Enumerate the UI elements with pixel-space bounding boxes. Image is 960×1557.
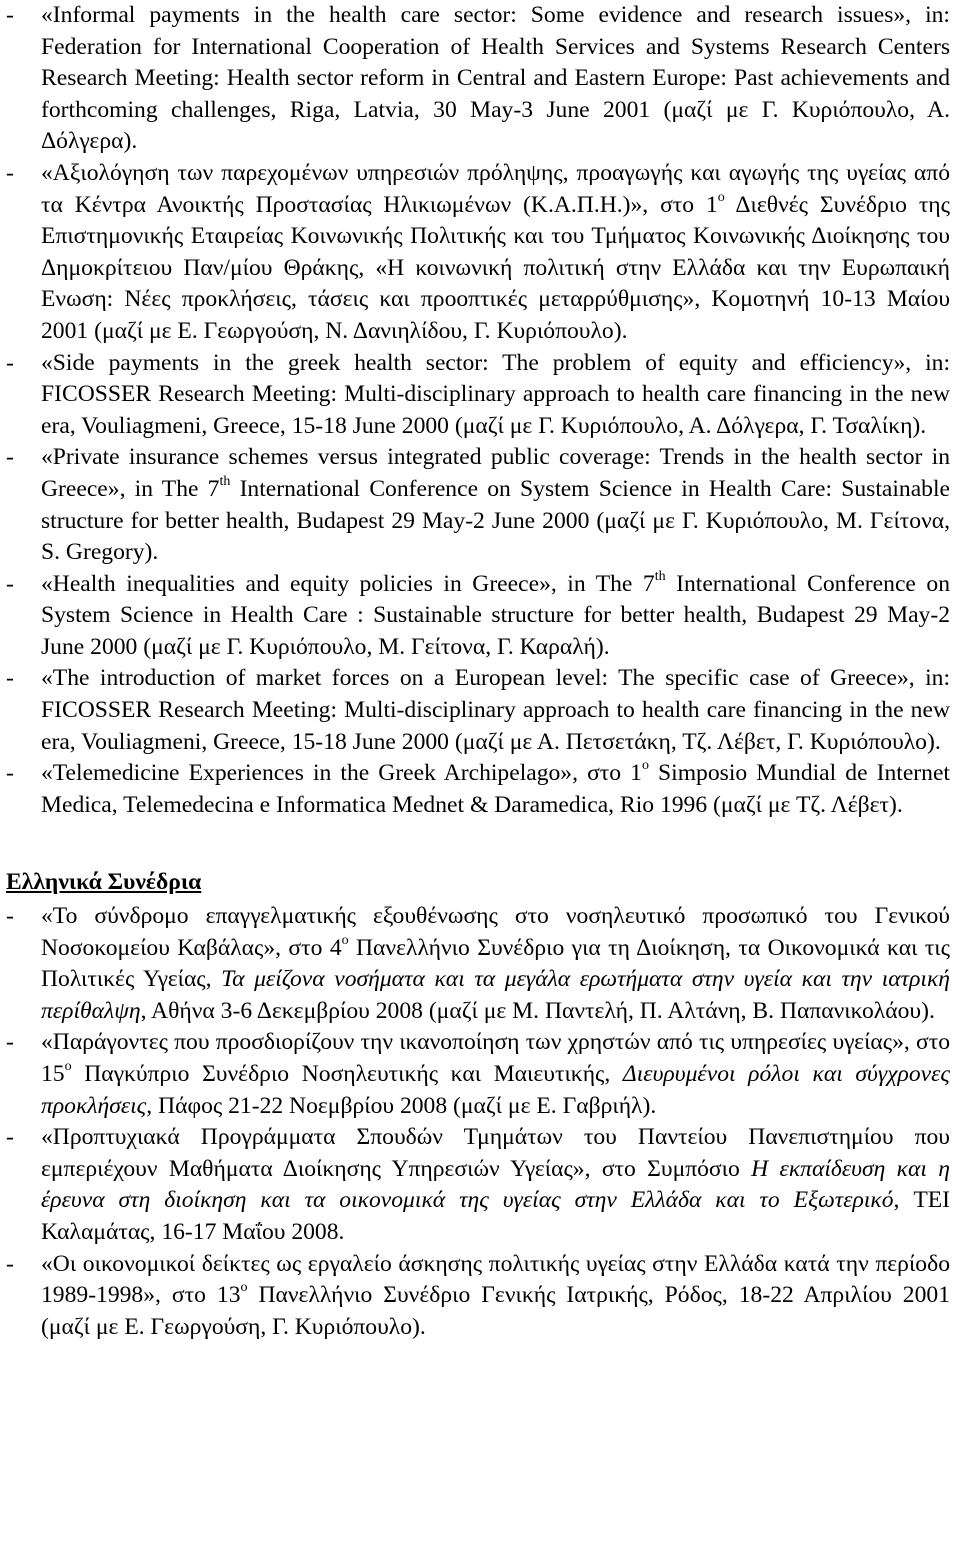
list-item: - «Αξιολόγηση των παρεχομένων υπηρεσιών πρόληψης, προαγωγής και αγωγής της υγείας από τα Κέντρα Ανοικτής Προστασίας Ηλικιωμένων (Κ.Α.Π.Η.)», στο $1^o$ Διεθνές Συνέδριο της Επιστημονικής Εταιρείας Κοινωνικής Πολιτικής και του Τμήματος Κοινωνικής Διοίκησης του Δημοκρίτειου Παν/μίου Θράκης, «Η κοινωνική πολιτική στην Ελλάδα και την Ευρωπαική Ενωση: Νέες προκλήσεις, τάσεις και προοπτικές μεταρρύθμισης», Κομοτηνή 10-13 Μαίου 2001 (μαζί με Ε. Γεωργούση, Ν. Δανιηλίδου, Γ. Κυριόπουλο).	[6, 159, 950, 344]
list-dash: -	[6, 159, 14, 186]
greek-conferences-list	[6, 901, 960, 1343]
list-item: - «Το σύνδρομο επαγγελματικής εξουθένωσης στο νοσηλευτικό προσωπικό του Γενικού Νοσοκομείου Καβάλας», στο $4^o$ Πανελλήνιο Συνέδριο για τη Διοίκηση, τα Οικονομικά και τις Πολιτικές Υγείας, Τα μείζονα νοσήματα και τα μεγάλα ερωτήματα στην υγεία και την ιατρική περίθαλψη, Αθήνα 3-6 Δεκεμβρίου 2008 (μαζί με Μ. Παντελή, Π. Αλτάνη, Β. Παπανικολάου).	[6, 903, 950, 1024]
list-item: - «Telemedicine Experiences in the Greek Archipelago», στο 1$^o$ Simposio Mundial de Internet Medica, Telemedecina e Informatica Mednet & Daramedica, Rio 1996 (μαζί με Τζ. Λέβετ).	[6, 758, 950, 818]
list-item: - «Παράγοντες που προσδιορίζουν την ικανοποίηση των χρηστών από τις υπηρεσίες υγείας», στο $15^o$ Παγκύπριο Συνέδριο Νοσηλευτικής και Μαιευτικής, Διευρυμένοι ρόλοι και σύγχρονες προκλήσεις, Πάφος 21-22 Νοεμβρίου 2008 (μαζί με Ε. Γαβριήλ).	[6, 1029, 950, 1119]
list-item: - «Οι οικονομικοί δείκτες ως εργαλείο άσκησης πολιτικής υγείας στην Ελλάδα κατά την περίοδο 1989-1998», στο $13^o$ Πανελλήνιο Συνέδριο Γενικής Ιατρικής, Ρόδος, 18-22 Απριλίου 2001 (μαζί με Ε. Γεωργούση, Γ. Κυριόπουλο).	[6, 1250, 950, 1340]
list-item: - «Side payments in the greek health sector: The problem of equity and efficiency», in: FICOSSER Research Meeting: Multi-disciplinary approach to health care financing in the new era, Vouliagmeni, Greece, 15-18 June 2000 (μαζί με Γ. Κυριόπουλο, Α. Δόλγερα, Γ. Τσαλίκη).	[6, 349, 950, 439]
list-dash: -	[6, 1124, 14, 1151]
list-dash: -	[6, 1029, 14, 1056]
list-item: - «Private insurance schemes versus integrated public coverage: Trends in the health sector in Greece», in The 7th International Conference on System Science in Health Care: Sustainable structure for better health, Budapest 29 May-2 June 2000 (μαζί με Γ. Κυριόπουλο, Μ. Γείτονα, S. Gregory).	[6, 444, 950, 566]
list-dash: -	[6, 570, 14, 597]
list-item: - «Health inequalities and equity policies in Greece», in The 7th International Conference on System Science in Health Care : Sustainable structure for better health, Budapest 29 May-2 June 2000 (μαζί με Γ. Κυριόπουλο, Μ. Γείτονα, Γ. Καραλή).	[6, 568, 950, 660]
section-heading: Ελληνικά Συνέδρια	[6, 869, 202, 896]
list-dash: -	[6, 444, 14, 471]
list-dash: -	[6, 665, 14, 692]
list-item: - «The introduction of market forces on a European level: The specific case of Greece», in: FICOSSER Research Meeting: Multi-disciplinary approach to health care financing in the new era, Vouliagmeni, Greece, 15-18 June 2000 (μαζί με Α. Πετσετάκη, Τζ. Λέβετ, Γ. Κυριόπουλο).	[6, 665, 950, 755]
list-dash: -	[6, 903, 14, 930]
list-dash: -	[6, 2, 14, 28]
list-item: - «Προπτυχιακά Προγράμματα Σπουδών Τμημάτων του Παντείου Πανεπιστημίου που εμπεριέχουν Μαθήματα Διοίκησης Υπηρεσιών Υγείας», στο Συμπόσιο Η εκπαίδευση και η έρευνα στη διοίκηση και τα οικονομικά της υγείας στην Ελλάδα και το Εξωτερικό, TEI Καλαμάτας, 16-17 Μαΐου 2008.	[6, 1124, 950, 1245]
list-dash: -	[6, 1250, 14, 1277]
list-dash: -	[6, 349, 14, 376]
list-item: - «Informal payments in the health care sector: Some evidence and research issues», in: Federation for International Cooperation of Health Services and Systems Research Centers Research Meeting: Health sector reform in Central and Eastern Europe: Past achievements and forthcoming challenges, Riga, Latvia, 30 May-3 June 2001 (μαζί με Γ. Κυριόπουλο, Α. Δόλγερα).	[6, 2, 950, 155]
international-conferences-list	[6, 0, 960, 821]
list-dash: -	[6, 760, 14, 787]
